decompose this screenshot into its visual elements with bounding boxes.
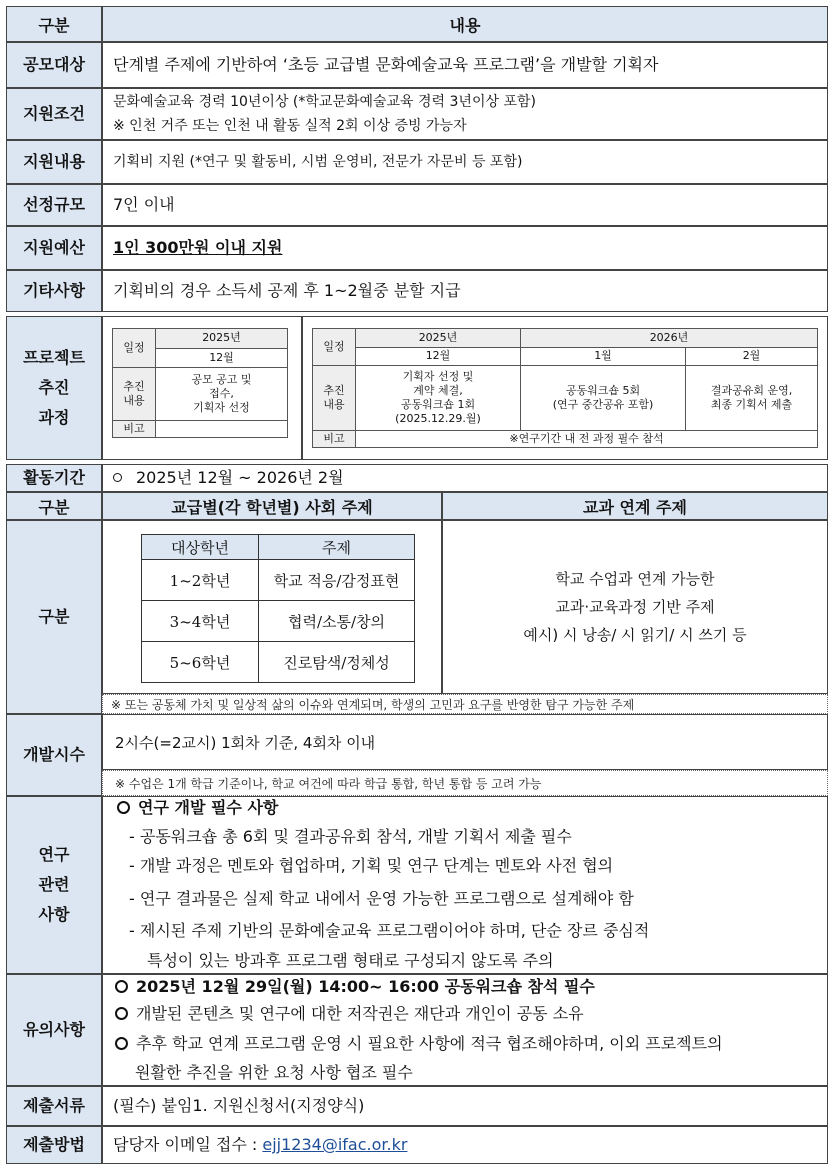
caution-item: 2025년 12월 29일(월) 14:00~ 16:00 공동워크숍 참석 필수 [136,977,595,996]
research-label-line1: 연구 [38,845,70,864]
caution-bullet-icon [115,1037,128,1050]
header-content-text: 내용 [449,15,481,35]
t1-schedule-header: 일정 [113,329,156,368]
t2-month-2: 2월 [686,347,818,366]
t2-schedule-header: 일정 [313,329,356,366]
topic-header-subject [442,492,828,520]
caution-row-1 [115,975,595,999]
label-dev: 개발시수 [6,714,102,796]
label-research [6,796,102,974]
research-item: - 개발 과정은 멘토와 협업하며, 기획 및 연구 단계는 멘토와 사전 협의 [129,856,614,875]
t2-note: ※연구기간 내 전 과정 필수 참석 [356,431,818,448]
label-budget: 지원예산 [6,226,102,270]
dev-cell [102,714,828,770]
schedule-table-2025 [112,328,288,438]
topic-header-social-text: 교급별(각 학년별) 사회 주제 [171,497,373,517]
label-docs: 제출서류 [6,1086,102,1126]
caution-bullet-icon [115,980,128,993]
budget-text: 1인 300만원 이내 지원 [113,238,283,257]
label-support-content: 지원내용 [6,140,102,184]
topic-header-subject-text: 교과 연계 주제 [583,497,687,517]
theme-header: 주제 [259,535,415,560]
label-target: 공모대상 [6,42,102,88]
subject-line2: 교과·교육과정 기반 주제 [555,598,715,616]
etc-cell [102,270,828,312]
method-prefix: 담당자 이메일 접수 : [113,1135,263,1154]
dev-note-cell [102,770,828,796]
target-cell [102,42,828,88]
caution-row-3 [115,1032,723,1056]
period-text: 2025년 12월 ~ 2026년 2월 [136,468,344,487]
budget-cell [102,226,828,270]
topic-header-social [102,492,442,520]
support-content-text: 기획비 지원 (*연구 및 활동비, 시범 운영비, 전문가 자문비 등 포함) [113,154,523,170]
label-scale: 선정규모 [6,184,102,226]
docs-text: (필수) 붙임1. 지원신청서(지정양식) [113,1096,365,1115]
t1-note-header: 비고 [113,421,156,438]
support-content-cell [102,140,828,184]
research-cell [102,796,828,974]
t1-note [156,421,288,438]
period-text-wrap [113,465,827,491]
subject-line3: 예시) 시 낭송/ 시 읽기/ 시 쓰기 등 [523,626,747,644]
header-category [6,6,102,42]
grade-cell: 3~4학년 [142,601,259,642]
grade-cell: 1~2학년 [142,560,259,601]
label-etc: 기타사항 [6,270,102,312]
project-label-line2: 추진 [38,378,70,397]
etc-text: 기획비의 경우 소득세 공제 후 1~2월중 분할 지급 [113,281,461,300]
caution-item: 추후 학교 연계 프로그램 운영 시 필요한 사항에 적극 협조해야하며, 이외 프로젝트의 [136,1034,723,1053]
dev-text: 2시수(=2교시) 1회차 기준, 4회차 이내 [115,733,376,752]
condition-line2: ※ 인천 거주 또는 인천 내 활동 실적 2회 이상 증빙 가능자 [113,118,467,134]
topic-header-category-text: 구분 [38,497,70,517]
theme-cell: 진로탐색/정체성 [259,642,415,683]
method-cell [102,1126,828,1164]
t2-content-jan: 공동워크숍 5회 (연구 중간공유 포함) [521,366,686,431]
grade-cell: 5~6학년 [142,642,259,683]
header-category-text: 구분 [38,15,70,35]
docs-cell [102,1086,828,1126]
t1-content: 공모 공고 및 접수, 기획자 선정 [156,368,288,421]
t2-month-1: 1월 [521,347,686,366]
caution-bullet-icon [115,1007,128,1020]
topic-note-cell [102,694,828,714]
scale-cell [102,184,828,226]
email-link[interactable]: ejj1234@ifac.or.kr [262,1135,408,1154]
research-item-cont: 특성이 있는 방과후 프로그램 형태로 구성되지 않도록 주의 [147,951,554,970]
grade-theme-table [141,534,415,683]
period-cell [102,464,828,492]
topic-header-category [6,492,102,520]
caution-cell [102,974,828,1086]
t2-content-header: 추진 내용 [313,366,356,431]
caution-item: 개발된 콘텐츠 및 연구에 대한 저작권은 재단과 개인이 공동 소유 [136,1004,584,1023]
header-content [102,6,828,42]
label-period: 활동기간 [6,464,102,492]
label-topic: 구분 [6,520,102,714]
t1-year: 2025년 [156,329,288,349]
research-item: - 연구 결과물은 실제 학교 내에서 운영 가능한 프로그램으로 설계해야 함 [129,889,634,908]
scale-text: 7인 이내 [113,195,175,214]
research-item: - 공동워크숍 총 6회 및 결과공유회 참석, 개발 기획서 제출 필수 [129,827,572,846]
period-bullet-icon [113,473,122,482]
research-bullet-icon [117,801,130,814]
label-project [6,316,102,460]
research-label-line2: 관련 [38,875,70,894]
label-method: 제출방법 [6,1126,102,1164]
theme-cell: 학교 적응/감정표현 [259,560,415,601]
t2-content-dec: 기획자 선정 및 계약 체결, 공동워크숍 1회 (2025.12.29.월) [356,366,521,431]
research-label-line3: 사항 [38,905,70,924]
t1-content-header: 추진 내용 [113,368,156,421]
research-title: 연구 개발 필수 사항 [138,798,279,817]
target-text: 단계별 주제에 기반하여 ‘초등 교급별 문화예술교육 프로그램’을 개발할 기획자 [113,55,659,74]
condition-cell [102,88,828,140]
grade-header: 대상학년 [142,535,259,560]
research-item: - 제시된 주제 기반의 문화예술교육 프로그램이어야 하며, 단순 장르 중심적 [129,921,650,940]
method-row [113,1132,827,1158]
topic-note: ※ 또는 공동체 가치 및 일상적 삶의 이슈와 연계되며, 학생의 고민과 요구를 반영한 탐구 가능한 주제 [111,697,635,712]
schedule-table-full [312,328,818,448]
t1-month: 12월 [156,348,288,368]
t2-month-12: 12월 [356,347,521,366]
t2-year-2025: 2025년 [356,329,521,348]
theme-cell: 협력/소통/창의 [259,601,415,642]
dev-note: ※ 수업은 1개 학급 기준이나, 학교 여건에 따라 학급 통합, 학년 통합 등 고려 가능 [115,776,542,791]
label-caution: 유의사항 [6,974,102,1086]
t2-note-header: 비고 [313,431,356,448]
condition-line1: 문화예술교육 경력 10년이상 (*학교문화예술교육 경력 3년이상 포함) [113,94,536,110]
subject-line1: 학교 수업과 연계 가능한 [555,570,715,588]
caution-row-2 [115,1002,584,1026]
project-label-line3: 과정 [38,408,70,427]
research-title-row [117,797,278,819]
label-condition: 지원조건 [6,88,102,140]
t2-year-2026: 2026년 [521,329,818,348]
topic-subject-cell [442,520,828,694]
caution-item-cont: 원활한 추진을 위한 요청 사항 협조 필수 [135,1063,413,1082]
project-label-line1: 프로젝트 [23,348,85,367]
t2-content-feb: 결과공유회 운영, 최종 기획서 제출 [686,366,818,431]
